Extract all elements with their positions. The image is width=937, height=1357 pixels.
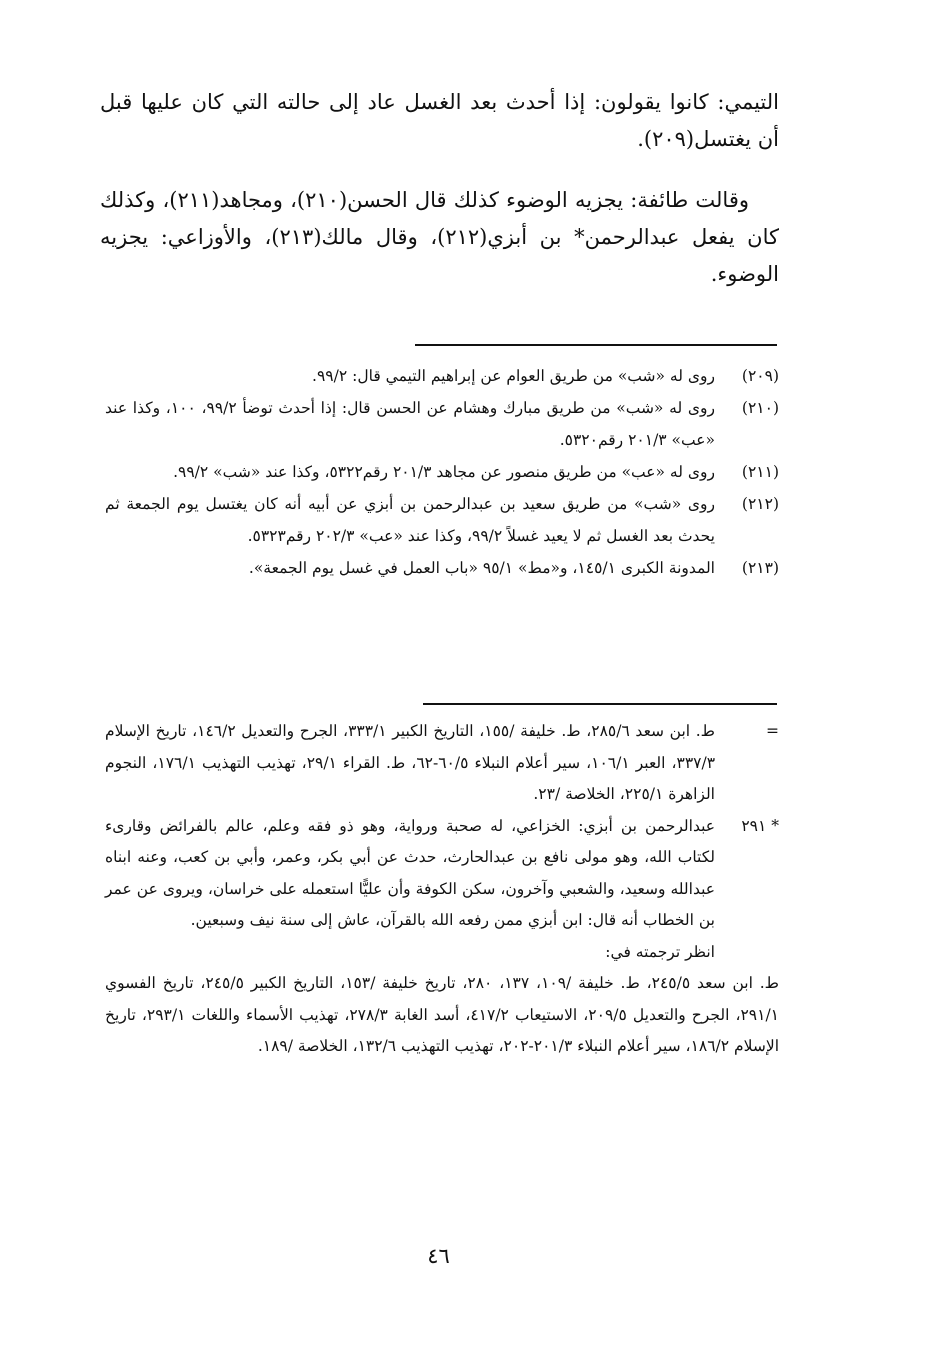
footnote-text: روى له «شب» من طريق مبارك وهشام عن الحسن قال: إذا أحدث توضأ ٩٩/٢، ١٠٠، وكذا عند «عب» ٢٠١/٣ رقم٥٣٢٠. [105,399,715,449]
footnote-number: (٢١١) [741,463,779,481]
footnote-211 [105,456,779,488]
main-text-paragraph-1 [100,84,779,158]
footnote-number: (٢١٢) [741,495,779,513]
footnote-210 [105,392,779,456]
footnote-text: المدونة الكبرى ١٤٥/١، و«مط» ٩٥/١ «باب العمل في غسل يوم الجمعة». [248,559,715,577]
footnote-divider [415,344,777,346]
references-text: ط. ابن سعد ٢٤٥/٥، ط. خليفة /١٠٩، ١٣٧، ٢٨٠، تاريخ خليفة /١٥٣، التاريخ الكبير ٢٤٥/٥، تاريخ الفسوي ٢٩١/١، الجرح والتعديل ٢٠٩/٥، الاستيعاب ٤١٧/٢، أسد الغابة ٢٧٨/٣، تهذيب الأسماء واللغات ٢٩٣/١، تاريخ الإسلام ١٨٦/٢، سير أعلام النبلاء ٢٠١/٣-٢٠٢، تهذيب التهذيب ١٣٢/٦، الخلاصة /١٨٩. [105,974,780,1055]
footnote-text: روى له «شب» من طريق العوام عن إبراهيم التيمي قال: ٩٩/٢. [312,367,715,385]
footnote-number: (٢١٣) [741,559,779,577]
footnote-212 [105,488,779,552]
continuation-text: ط. ابن سعد ٢٨٥/٦، ط. خليفة /١٥٥، التاريخ الكبير ٣٣٣/١، الجرح والتعديل ١٤٦/٢، تاريخ الإسلام ٣٣٧/٣، العبر ١٠٦/١، سير أعلام النبلاء ٦٠/٥-٦٢، ط. القراء ٢٩/١، تهذيب التهذيب ١٧٦/١، النجوم الزاهرة ٢٢٥/١، الخلاصة /٢٣. [105,722,716,803]
paragraph-text: التيمي: كانوا يقولون: إذا أحدث بعد الغسل عاد إلى حالته التي كان عليها قبل أن يغتسل(٢٠٩). [100,90,779,151]
biography-entry [105,811,779,937]
main-text-paragraph-2 [100,182,779,293]
footnote-209 [105,360,779,392]
footnote-text: روى له «عب» من طريق منصور عن مجاهد ٢٠١/٣ رقم٥٣٢٢، وكذا عند «شب» ٩٩/٢. [173,463,715,481]
biography-divider [423,703,777,705]
footnote-number: (٢١٠) [741,399,779,417]
biography-notes [105,716,779,1063]
footnotes [105,360,779,584]
footnote-text: روى «شب» من طريق سعيد بن عبدالرحمن بن أبزي عن أبيه أنه كان يغتسل يوم الجمعة ثم يحدث بعد الغسل ثم لا يعيد غسلاً ٩٩/٢، وكذا عند «عب» ٢٠٢/٣ رقم٥٣٢٣. [105,495,715,545]
continuation-mark: = [766,722,779,740]
continuation-note [105,716,779,811]
footnote-number: (٢٠٩) [741,367,779,385]
paragraph-text: وقالت طائفة: يجزيه الوضوء كذلك قال الحسن(٢١٠)، ومجاهد(٢١١)، وكذلك كان يفعل عبدالرحمن* بن أبزي(٢١٢)، وقال مالك(٢١٣)، والأوزاعي: يجزيه الوضوء. [100,188,779,286]
footnote-213 [105,552,779,584]
page-number: ٤٦ [427,1244,450,1268]
entry-number: * ٢٩١ [741,816,779,835]
entry-text: عبدالرحمن بن أبزي: الخزاعي، له صحبة ورواية، وهو ذو فقه وعلم، عالم بالفرائض وقارىء لكتاب الله، وهو مولى نافع بن عبدالحارث، حدث عن أبي بكر، وعمر، وأبي بن كعب، وعنه ابناه عبدالله وسعيد، والشعبي وآخرون، سكن الكوفة وأن عليًّا استعمله على خراسان، ويروى عن عمر بن الخطاب أنه قال: ابن أبزي ممن رفعه الله بالقرآن، عاش إلى سنة نيف وسبعين. [105,816,715,929]
see-label: انظر ترجمته في: [605,942,715,961]
